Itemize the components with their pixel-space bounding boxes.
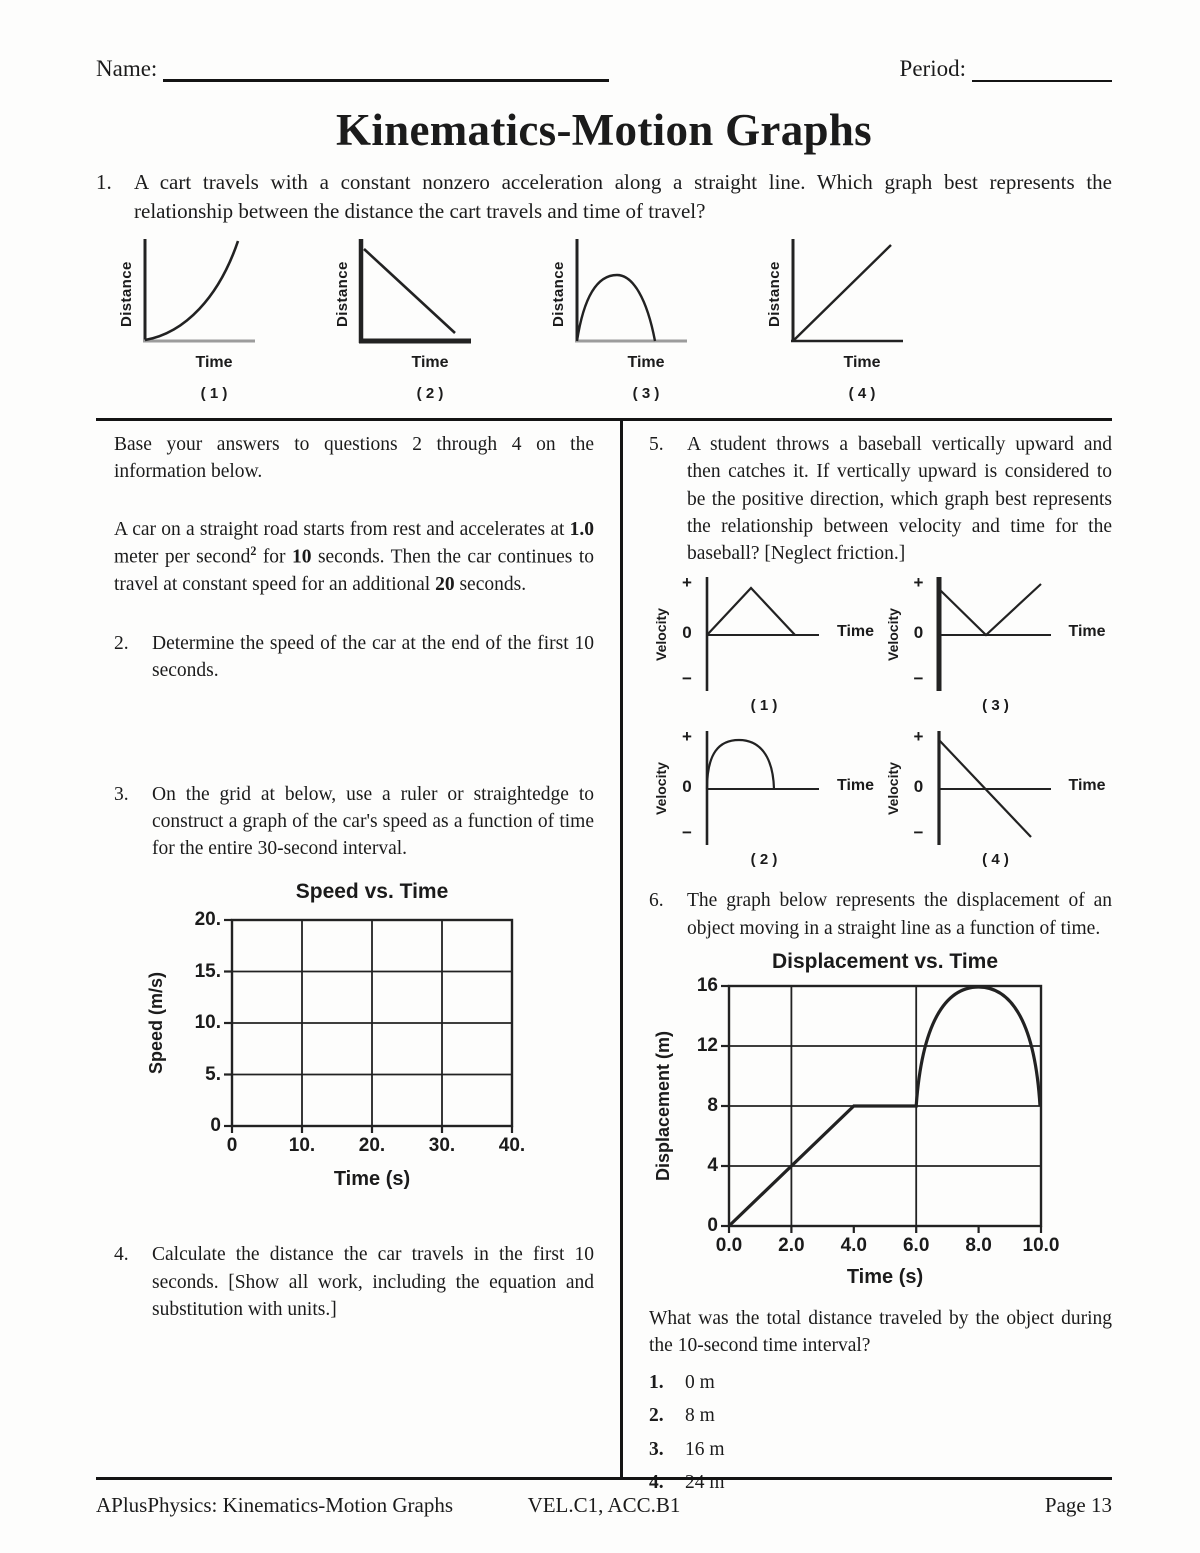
q1-graph-2-plot	[351, 237, 473, 351]
time-axis-label: Time	[411, 353, 449, 371]
velocity-graph-2	[649, 727, 881, 873]
choice-row	[649, 1399, 1112, 1433]
zero-label: 0	[682, 623, 692, 643]
velocity-graph-4	[881, 727, 1113, 873]
q1-graph-1-plot	[135, 237, 257, 351]
choice-value: 8 m	[685, 1405, 715, 1427]
q1-graph-2	[334, 237, 504, 405]
choice-number: 4.	[649, 1472, 664, 1494]
question-3-text: On the grid at below, use a ruler or straightedge to construct a graph of the car's speed as a function of time for the entire 30-second interval.	[152, 783, 594, 860]
plus-sign: +	[913, 573, 924, 593]
displacement-y-axis-label: Displacement (m)	[653, 1031, 673, 1182]
two-column-section	[96, 418, 1112, 1494]
left-column	[96, 421, 623, 1477]
speed-time-chart	[114, 880, 594, 1191]
question-5-number: 5.	[649, 434, 664, 455]
choice-value: 24 m	[685, 1472, 725, 1494]
speed-x-tick: 40.	[498, 1135, 526, 1157]
question-6-prompt: What was the total distance traveled by the object during the 10-second time interval?	[649, 1308, 1112, 1357]
minus-sign: −	[913, 669, 924, 689]
time-axis-label: Time	[1068, 623, 1106, 641]
question-4	[114, 1241, 594, 1323]
page-footer	[96, 1477, 1112, 1518]
time-axis-label: Time	[837, 777, 875, 795]
velocity-graph-2-caption: ( 2 )	[750, 851, 778, 869]
speed-chart-grid	[232, 920, 512, 1126]
velocity-graph-2-plot	[699, 727, 829, 849]
velocity-axis-label: Velocity	[653, 763, 669, 816]
question-2-number: 2.	[114, 632, 129, 654]
disp-x-tick: 10.0	[1022, 1235, 1060, 1257]
velocity-graph-1-caption: ( 1 )	[750, 697, 778, 715]
speed-y-tick: 15.	[194, 960, 221, 982]
velocity-graph-3-caption: ( 3 )	[982, 697, 1009, 715]
speed-y-tick: 5.	[205, 1063, 221, 1085]
question-3	[114, 781, 594, 863]
q1-graph-3-caption: ( 3 )	[632, 384, 660, 402]
displacement-chart-grid	[729, 986, 1041, 1226]
q1-graph-1	[118, 237, 288, 405]
page-header	[96, 56, 1112, 82]
question-1-number: 1.	[96, 170, 112, 194]
question-6-number: 6.	[649, 890, 664, 912]
displacement-time-chart	[649, 950, 1112, 1289]
time-axis-label: Time	[195, 353, 233, 371]
q1-graph-4	[766, 237, 936, 405]
disp-y-tick: 12	[696, 1035, 718, 1057]
velocity-graph-1-plot	[699, 573, 829, 695]
page-title: Kinematics-Motion Graphs	[336, 105, 872, 155]
right-column	[623, 421, 1112, 1494]
question-6	[649, 887, 1112, 942]
distance-axis-label: Distance	[550, 260, 567, 327]
period-blank-line	[972, 80, 1112, 82]
q1-answer-graphs	[96, 237, 1112, 405]
speed-y-tick: 10.	[194, 1012, 221, 1034]
question-4-number: 4.	[114, 1244, 129, 1266]
plus-sign: +	[682, 573, 692, 593]
intro-paragraph-2: A car on a straight road starts from rest and accelerates at 1.0 meter per second$^2$ for 10 seconds. Then the car continues to travel at constant speed for an additional 20 seconds.	[114, 518, 594, 595]
disp-y-tick: 0	[707, 1215, 718, 1237]
disp-x-tick: 6.0	[902, 1235, 930, 1257]
minus-sign: −	[913, 823, 924, 843]
speed-x-tick: 20.	[358, 1135, 386, 1157]
question-2	[114, 630, 594, 685]
distance-axis-label: Distance	[766, 260, 783, 327]
minus-sign: −	[682, 823, 692, 843]
minus-sign: −	[682, 669, 692, 689]
distance-axis-label: Distance	[118, 260, 135, 327]
choice-row	[649, 1366, 1112, 1400]
speed-x-tick: 10.	[288, 1135, 316, 1157]
velocity-axis-label: Velocity	[884, 609, 901, 662]
speed-x-axis-label: Time (s)	[333, 1168, 411, 1191]
zero-label: 0	[682, 777, 692, 797]
q1-graph-1-caption: ( 1 )	[200, 384, 228, 402]
footer-left: APlusPhysics: Kinematics-Motion Graphs	[96, 1493, 453, 1517]
footer-center: VEL.C1, ACC.B1	[527, 1493, 681, 1517]
footer-right: Page 13	[1044, 1493, 1112, 1517]
disp-x-tick: 8.0	[965, 1235, 992, 1257]
question-4-text: Calculate the distance the car travels in the first 10 seconds. [Show all work, including the equation and substitution with units.]	[152, 1244, 594, 1321]
question-1	[96, 168, 1112, 227]
speed-chart-plot	[146, 909, 526, 1157]
displacement-chart-plot	[653, 975, 1060, 1257]
zero-label: 0	[913, 777, 924, 797]
choice-number: 1.	[649, 1371, 664, 1393]
choice-value: 16 m	[685, 1438, 725, 1460]
question-6-text: The graph below represents the displacement of an object moving in a straight line as a function of time.	[687, 890, 1112, 939]
disp-x-tick: 4.0	[840, 1235, 868, 1257]
question-1-text: A cart travels with a constant nonzero acceleration along a straight line. Which graph best represents the relationship between the distance the cart travels and time of travel?	[134, 170, 1112, 224]
speed-x-tick: 0	[226, 1135, 238, 1157]
displacement-x-axis-label: Time (s)	[846, 1266, 924, 1289]
speed-x-tick: 30.	[428, 1135, 456, 1157]
distance-axis-label: Distance	[334, 260, 351, 327]
speed-y-tick: 0	[210, 1115, 221, 1137]
disp-y-tick: 16	[696, 975, 718, 997]
plus-sign: +	[913, 727, 924, 747]
intro-paragraph-1: Base your answers to questions 2 through 4 on the information below.	[114, 434, 594, 483]
question-2-text: Determine the speed of the car at the end of the first 10 seconds.	[152, 632, 594, 682]
name-blank-line	[163, 79, 609, 82]
choice-row	[649, 1433, 1112, 1467]
question-3-number: 3.	[114, 783, 129, 805]
plus-sign: +	[682, 727, 692, 747]
disp-x-tick: 2.0	[778, 1235, 805, 1257]
choice-number: 3.	[649, 1438, 664, 1460]
choice-number: 2.	[649, 1405, 664, 1427]
q1-graph-4-plot	[783, 237, 905, 351]
velocity-graph-3	[881, 573, 1113, 719]
time-axis-label: Time	[843, 353, 881, 371]
speed-chart-title: Speed vs. Time	[295, 880, 449, 904]
choice-value: 0 m	[685, 1371, 715, 1393]
q1-graph-3	[550, 237, 720, 405]
velocity-axis-label: Velocity	[884, 763, 901, 816]
velocity-graph-1	[649, 573, 881, 719]
disp-x-tick: 0.0	[715, 1235, 743, 1257]
velocity-graph-3-plot	[931, 573, 1061, 695]
question-5	[649, 431, 1112, 567]
velocity-axis-label: Velocity	[653, 609, 669, 662]
zero-label: 0	[913, 623, 924, 643]
velocity-graph-4-plot	[931, 727, 1061, 849]
disp-y-tick: 8	[707, 1095, 718, 1117]
q1-graph-4-caption: ( 4 )	[848, 384, 876, 402]
q1-graph-2-caption: ( 2 )	[416, 384, 444, 402]
time-axis-label: Time	[837, 623, 875, 641]
disp-y-tick: 4	[707, 1155, 718, 1177]
q5-answer-graphs	[649, 573, 1112, 873]
name-label: Name:	[96, 56, 158, 81]
speed-y-axis-label: Speed (m/s)	[146, 972, 166, 1075]
time-axis-label: Time	[1068, 777, 1106, 795]
time-axis-label: Time	[627, 353, 665, 371]
speed-y-tick: 20.	[194, 909, 221, 931]
q1-graph-3-plot	[567, 237, 689, 351]
period-label: Period:	[899, 56, 966, 81]
question-5-text: A student throws a baseball vertically upward and then catches it. If vertically upward is considered to be the positive direction, which graph best represents the relationship between velocity and time for the baseball? [Neglect friction.]	[687, 434, 1112, 565]
displacement-chart-title: Displacement vs. Time	[771, 950, 999, 974]
velocity-graph-4-caption: ( 4 )	[982, 851, 1009, 869]
